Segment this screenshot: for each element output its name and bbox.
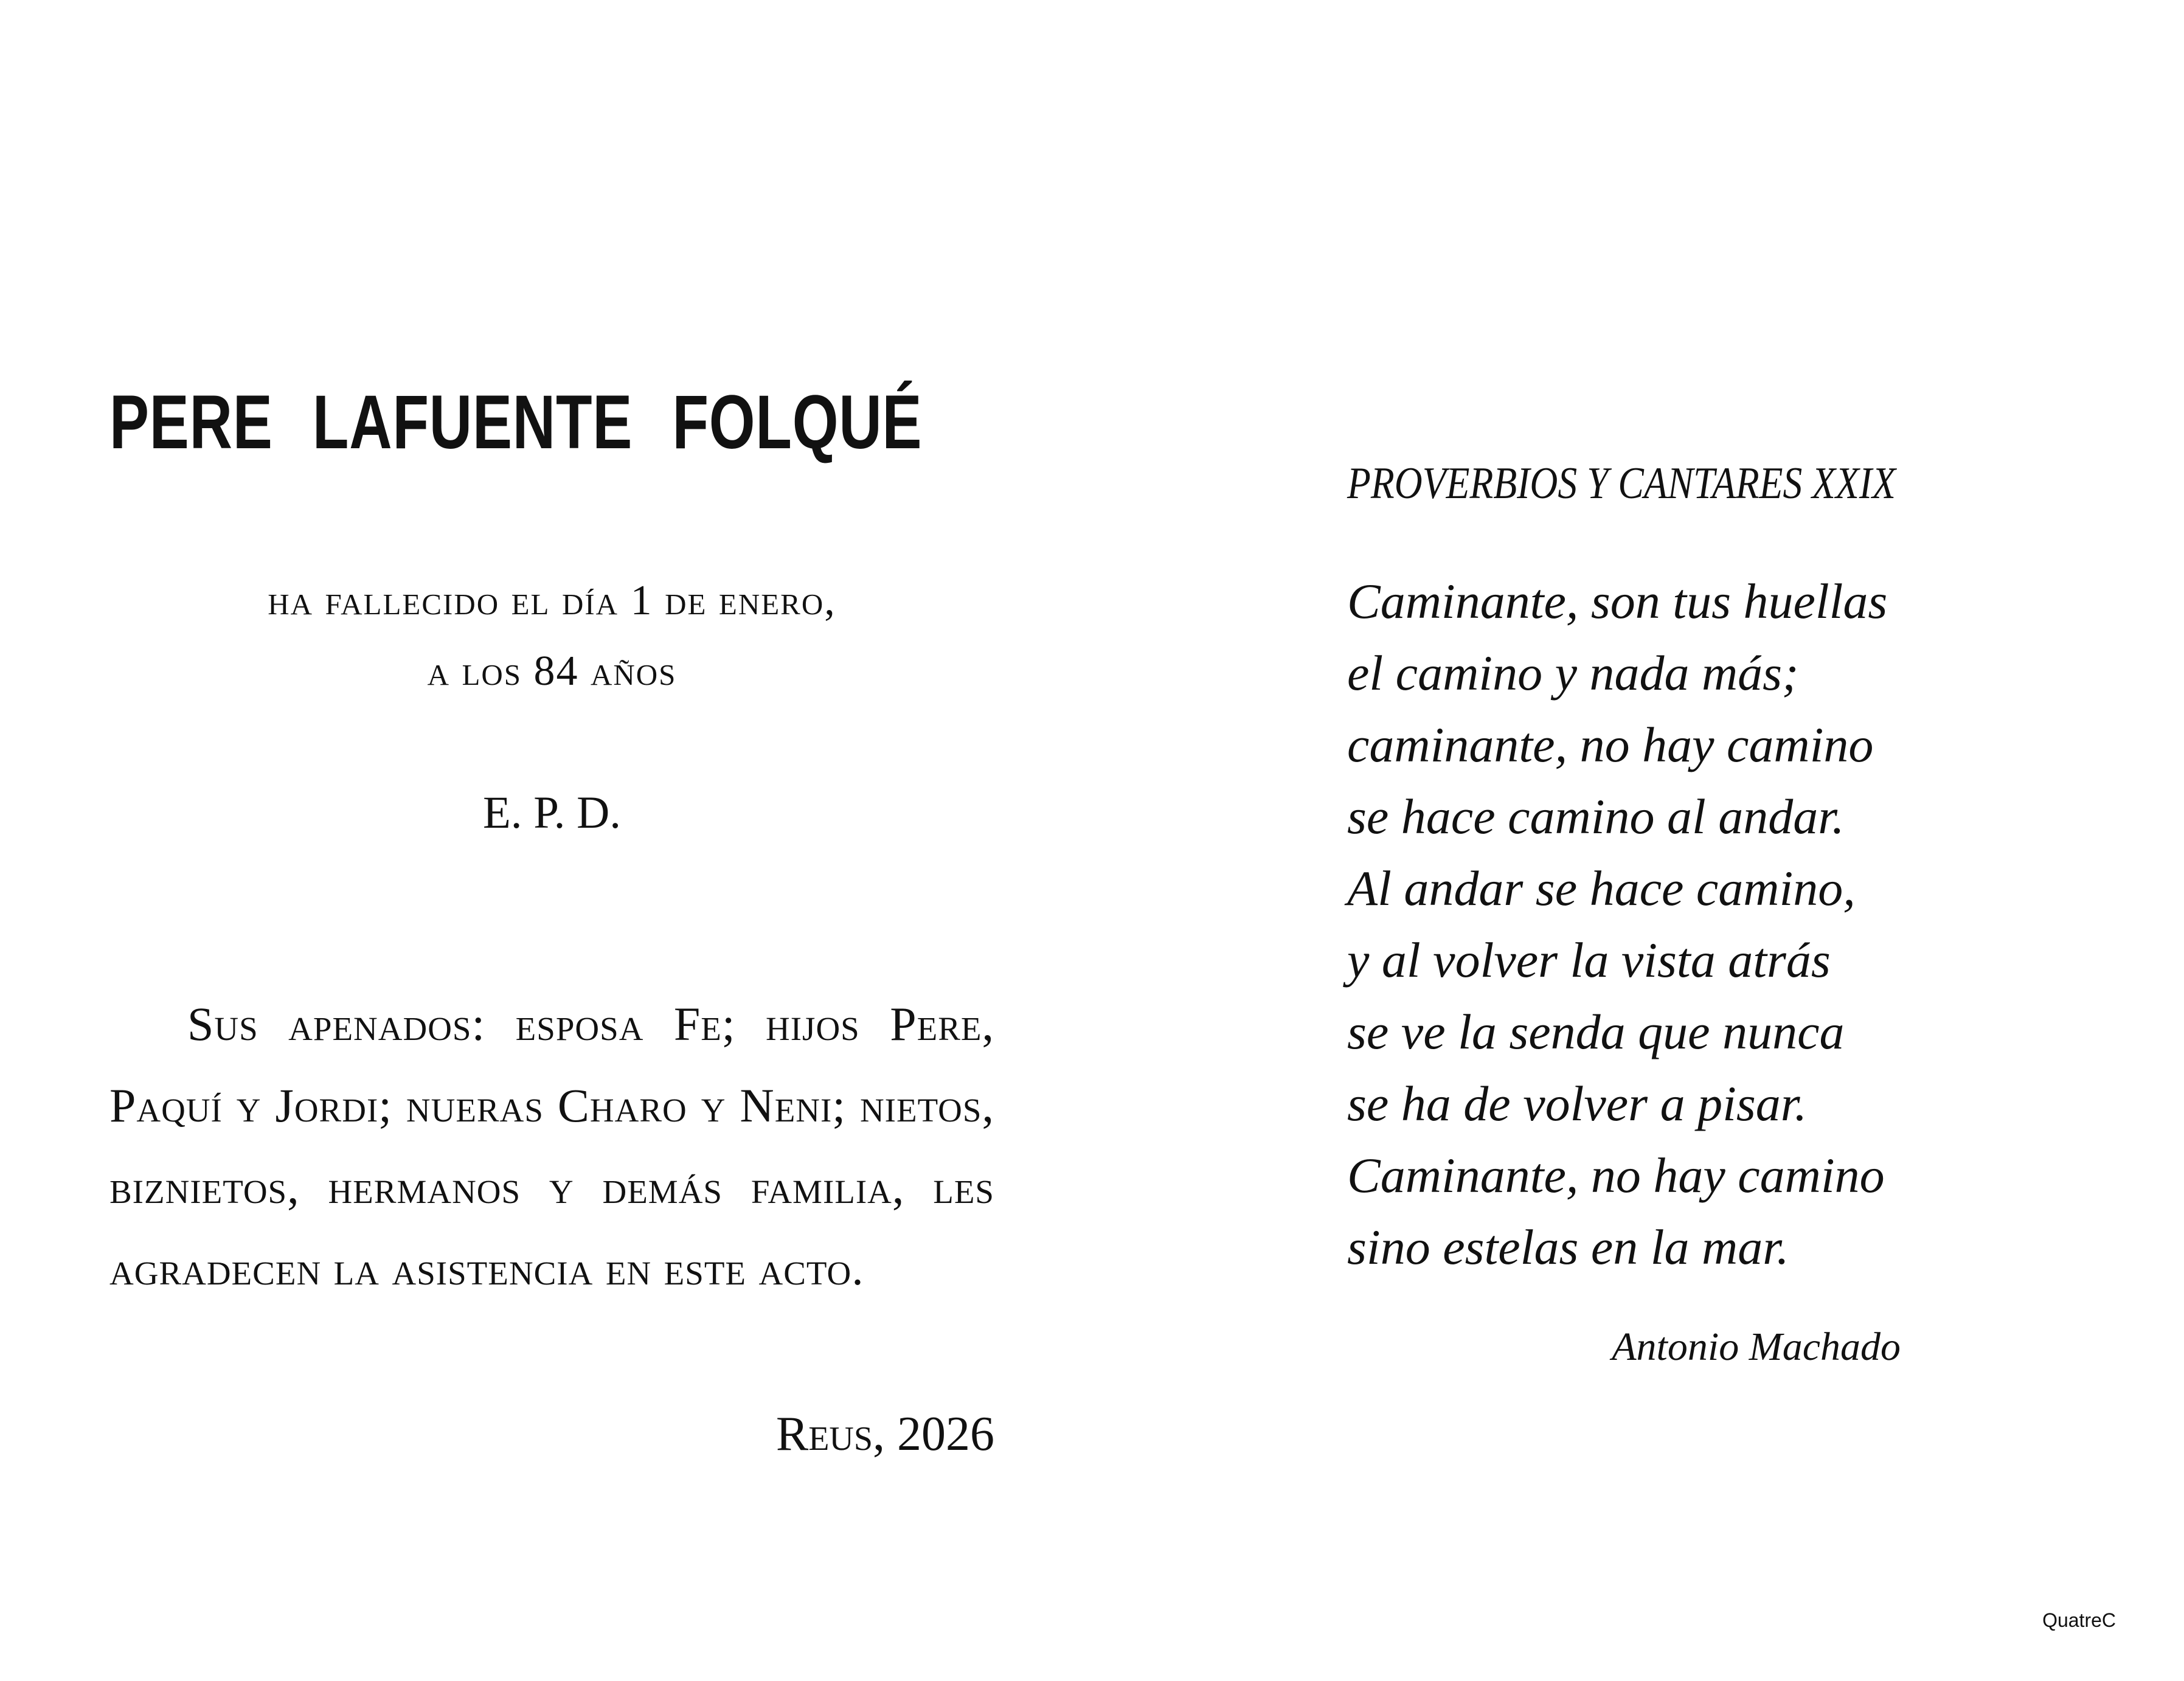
obituary-notice [109,377,994,1464]
death-notice-line: a los 84 años [427,648,677,695]
poem-line: sino estelas en la mar. [1347,1219,1789,1275]
poem-block [1347,450,1955,1374]
poem-line: se hace camino al andar. [1347,789,1845,844]
poem-line: el camino y nada más; [1347,645,1799,701]
poem-title: PROVERBIOS Y CANTARES XXIX [1347,459,1896,508]
poem-line: Al andar se hace camino, [1347,861,1856,916]
poem-lines [1347,566,1955,1283]
poem-line: caminante, no hay camino [1347,717,1874,772]
deceased-name: PERE LAFUENTE FOLQUÉ [109,380,923,465]
place-date: Reus, 2026 [775,1407,994,1461]
death-notice [109,566,994,707]
printer-mark: QuatreC [2042,1609,2116,1631]
poem-line: se ve la senda que nunca [1347,1004,1845,1059]
poem-author: Antonio Machado [1612,1325,1901,1369]
death-notice-line: ha fallecido el día 1 de enero, [268,577,836,624]
epd-text: E. P. D. [482,788,622,838]
poem-line: Caminante, no hay camino [1347,1148,1885,1203]
poem-line: y al volver la vista atrás [1347,932,1831,988]
poem-line: Caminante, son tus huellas [1347,574,1888,629]
poem-line: se ha de volver a pisar. [1347,1076,1808,1131]
mourners-paragraph: Sus apenados: esposa Fe; hijos Pere, Paquí y Jordi; nueras Charo y Neni; nietos, biznietos, hermanos y demás familia, les agradecen la asistencia en este acto. [109,997,994,1295]
